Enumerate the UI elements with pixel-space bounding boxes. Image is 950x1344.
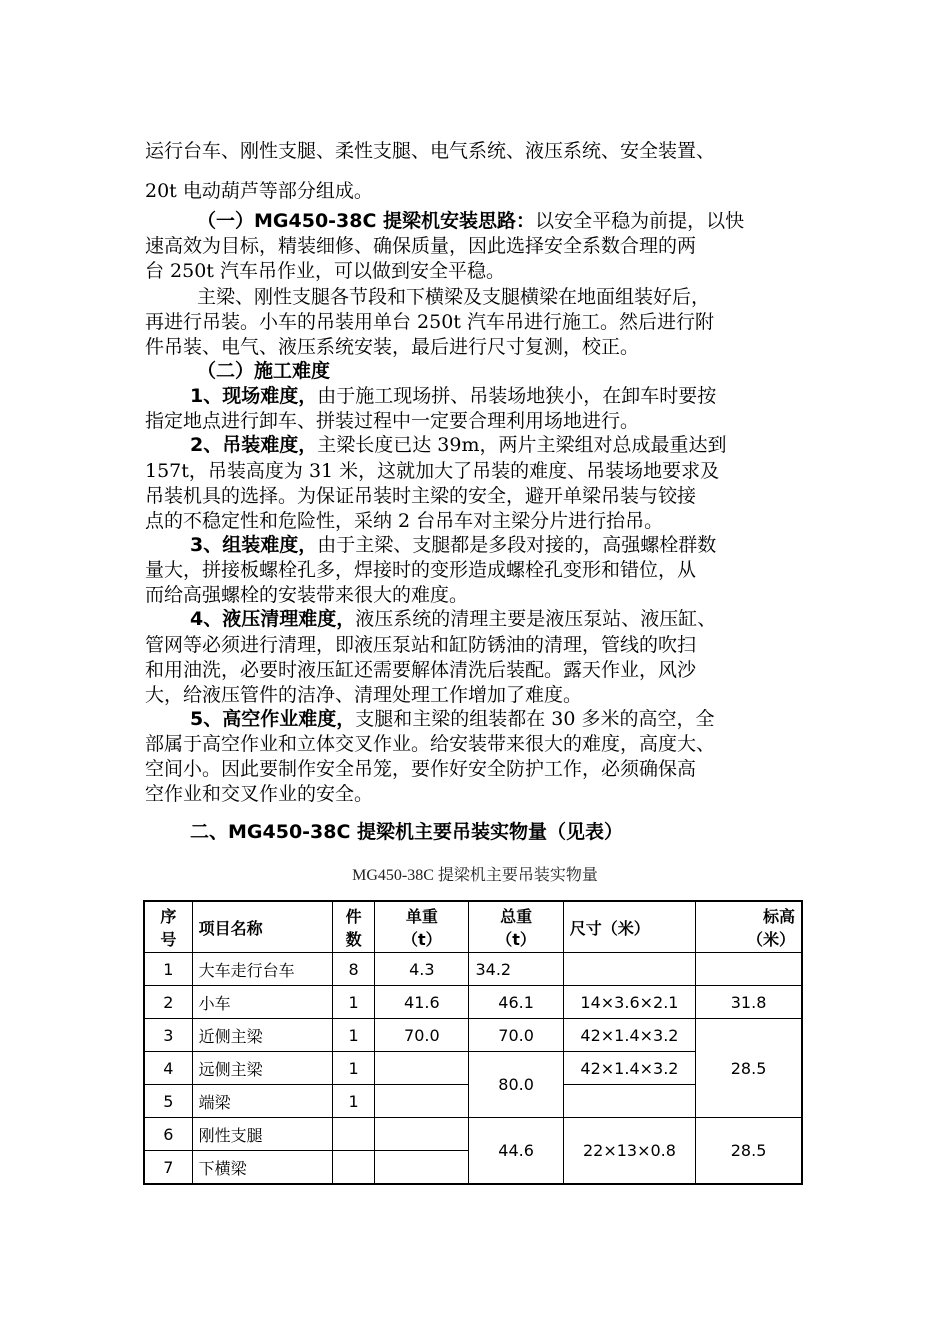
intro-line-1: 运行台车、刚性支腿、柔性支腿、电气系统、液压系统、安全装置、 — [145, 140, 716, 162]
cell-unit — [375, 1118, 469, 1151]
item1-line-2: 指定地点进行卸车、拼装过程中一定要合理利用场地进行。 — [145, 410, 640, 432]
section1-heading: （一）MG450-38C 提梁机安装思路： — [197, 210, 536, 232]
cell-no: 4 — [144, 1052, 192, 1085]
cell-total: 34.2 — [469, 953, 563, 986]
section1-line-3: 台 250t 汽车吊作业，可以做到安全平稳。 — [145, 260, 505, 282]
cell-elev: 28.5 — [696, 1118, 802, 1185]
cell-name: 刚性支腿 — [192, 1118, 332, 1151]
section1-line1-text: 以安全平稳为前提，以快 — [535, 210, 745, 232]
item3-line-2: 量大，拼接板螺栓孔多，焊接时的变形造成螺栓孔变形和错位，从 — [145, 559, 697, 581]
cell-count — [333, 1118, 375, 1151]
cell-total: 70.0 — [469, 1019, 563, 1052]
section-two-heading: 二、MG450-38C 提梁机主要吊装实物量（见表） — [190, 821, 624, 843]
item5-title: 5、高空作业难度， — [190, 708, 356, 730]
header-unit-weight: 单重 （t） — [375, 901, 469, 953]
cell-unit — [375, 1151, 469, 1185]
table-header-row — [144, 901, 802, 953]
item2-text-1: 主梁长度已达 39m，两片主梁组对总成最重达到 — [317, 434, 727, 456]
item3-text-1: 由于主梁、支腿都是多段对接的，高强螺栓群数 — [317, 534, 717, 556]
table-row — [144, 1019, 802, 1052]
cell-count — [333, 1151, 375, 1185]
item5-line-4: 空作业和交叉作业的安全。 — [145, 783, 374, 805]
cell-unit: 41.6 — [375, 986, 469, 1019]
section1-p2-line-2: 再进行吊装。小车的吊装用单台 250t 汽车吊进行施工。然后进行附 — [145, 311, 714, 333]
cell-size — [563, 1085, 695, 1118]
item5-line-1 — [190, 706, 715, 732]
item4-title: 4、液压清理难度， — [190, 608, 356, 630]
item1-text-1: 由于施工现场拼、吊装场地狭小，在卸车时要按 — [317, 385, 717, 407]
item2-line-3: 吊装机具的选择。为保证吊装时主梁的安全，避开单梁吊装与铰接 — [145, 485, 697, 507]
table-row — [144, 1118, 802, 1151]
item3-line-1 — [190, 532, 716, 558]
header-name: 项目名称 — [192, 901, 332, 953]
item4-line-2: 管网等必须进行清理，即液压泵站和缸防锈油的清理，管线的吹扫 — [145, 634, 697, 656]
cell-total: 46.1 — [469, 986, 563, 1019]
cell-no: 7 — [144, 1151, 192, 1185]
item2-line-4: 点的不稳定性和危险性，采纳 2 台吊车对主梁分片进行抬吊。 — [145, 510, 664, 532]
header-count: 件 数 — [333, 901, 375, 953]
cell-no: 6 — [144, 1118, 192, 1151]
section1-line-1 — [197, 208, 744, 234]
cell-count: 1 — [333, 986, 375, 1019]
cell-size — [563, 953, 695, 986]
cell-unit — [375, 1085, 469, 1118]
cell-count: 8 — [333, 953, 375, 986]
section1-p2-line-1: 主梁、刚性支腿各节段和下横梁及支腿横梁在地面组装好后， — [197, 286, 711, 308]
section2-heading: （二）施工难度 — [197, 360, 331, 382]
cell-elev: 28.5 — [696, 1019, 802, 1118]
cell-name: 远侧主梁 — [192, 1052, 332, 1085]
cell-name: 下横梁 — [192, 1151, 332, 1185]
item3-line-3: 而给高强螺栓的安装带来很大的难度。 — [145, 584, 469, 606]
cell-no: 1 — [144, 953, 192, 986]
cell-name: 端梁 — [192, 1085, 332, 1118]
cell-unit — [375, 1052, 469, 1085]
item2-line-2: 157t，吊装高度为 31 米，这就加大了吊装的难度、吊装场地要求及 — [145, 460, 720, 482]
item3-title: 3、组装难度， — [190, 534, 318, 556]
item2-line-1 — [190, 432, 726, 458]
item4-line-4: 大，给液压管件的洁净、清理处理工作增加了难度。 — [145, 684, 583, 706]
item4-line-1 — [190, 606, 716, 632]
cell-no: 3 — [144, 1019, 192, 1052]
cell-size: 42×1.4×3.2 — [563, 1052, 695, 1085]
table-row — [144, 953, 802, 986]
cell-name: 小车 — [192, 986, 332, 1019]
item5-line-3: 空间小。因此要制作安全吊笼，要作好安全防护工作，必须确保高 — [145, 758, 697, 780]
cell-count: 1 — [333, 1019, 375, 1052]
table-row — [144, 986, 802, 1019]
item2-title: 2、吊装难度， — [190, 434, 318, 456]
cell-size: 22×13×0.8 — [563, 1118, 695, 1185]
cell-no: 5 — [144, 1085, 192, 1118]
header-total-weight: 总重 （t） — [469, 901, 563, 953]
cell-name: 大车走行台车 — [192, 953, 332, 986]
cell-size: 42×1.4×3.2 — [563, 1019, 695, 1052]
item1-line-1 — [190, 383, 716, 409]
cell-size: 14×3.6×2.1 — [563, 986, 695, 1019]
item1-title: 1、现场难度， — [190, 385, 318, 407]
item4-line-3: 和用油洗，必要时液压缸还需要解体清洗后装配。露天作业，风沙 — [145, 659, 697, 681]
header-size: 尺寸（米） — [563, 901, 695, 953]
quantity-table — [143, 900, 803, 1185]
cell-count: 1 — [333, 1085, 375, 1118]
header-elevation: 标高 （米） — [696, 901, 802, 953]
cell-unit: 4.3 — [375, 953, 469, 986]
header-no: 序 号 — [144, 901, 192, 953]
table-caption: MG450-38C 提梁机主要吊装实物量 — [352, 867, 598, 884]
section1-p2-line-3: 件吊装、电气、液压系统安装，最后进行尺寸复测，校正。 — [145, 336, 640, 358]
cell-count: 1 — [333, 1052, 375, 1085]
section1-line-2: 速高效为目标，精装细修、确保质量，因此选择安全系数合理的两 — [145, 235, 697, 257]
cell-elev — [696, 953, 802, 986]
cell-unit: 70.0 — [375, 1019, 469, 1052]
cell-total: 44.6 — [469, 1118, 563, 1185]
item4-text-1: 液压系统的清理主要是液压泵站、液压缸、 — [355, 608, 717, 630]
cell-total: 80.0 — [469, 1052, 563, 1118]
cell-elev: 31.8 — [696, 986, 802, 1019]
item5-text-1: 支腿和主梁的组装都在 30 多米的高空，全 — [355, 708, 715, 730]
cell-name: 近侧主梁 — [192, 1019, 332, 1052]
cell-no: 2 — [144, 986, 192, 1019]
item5-line-2: 部属于高空作业和立体交叉作业。给安装带来很大的难度，高度大、 — [145, 733, 716, 755]
intro-line-2: 20t 电动葫芦等部分组成。 — [145, 180, 373, 202]
